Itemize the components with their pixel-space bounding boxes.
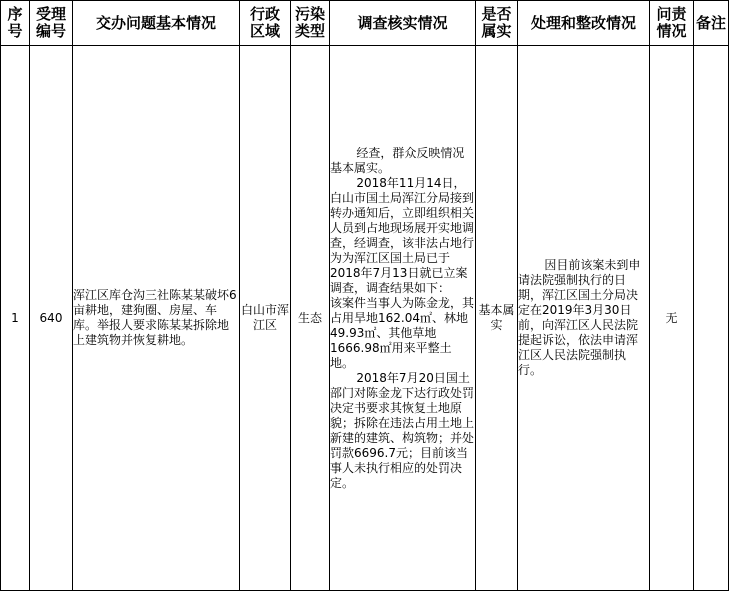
cell-problem: 浑江区库仓沟三社陈某某破坏6亩耕地，建狗圈、房屋、车库。举报人要求陈某某拆除地上建筑物并恢复耕地。 bbox=[73, 46, 240, 591]
table-row bbox=[1, 46, 729, 591]
header-is-true: 是否 属实 bbox=[476, 1, 518, 46]
cell-accountability: 无 bbox=[650, 46, 694, 591]
cell-is-true: 基本属实 bbox=[476, 46, 518, 591]
investigation-para-3: 该案件当事人为陈金龙，其占用旱地162.04㎡、林地49.93㎡、其他草地1666.98㎡用来平整土地。 bbox=[330, 295, 475, 370]
header-investigation: 调查核实情况 bbox=[330, 1, 476, 46]
cell-region: 白山市浑江区 bbox=[240, 46, 291, 591]
header-problem: 交办问题基本情况 bbox=[73, 1, 240, 46]
header-accountability: 问责 情况 bbox=[650, 1, 694, 46]
investigation-para-4: 2018年7月20日国土部门对陈金龙下达行政处罚决定书要求其恢复土地原貌；拆除在违法占用土地上新建的建筑、构筑物；并处罚款6696.7元；目前该当事人未执行相应的处罚决定。 bbox=[330, 370, 475, 490]
header-seq: 序 号 bbox=[1, 1, 30, 46]
investigation-para-1: 经查，群众反映情况基本属实。 bbox=[330, 145, 465, 175]
cell-remarks bbox=[694, 46, 729, 591]
header-remarks: 备注 bbox=[694, 1, 729, 46]
header-pollution: 污染 类型 bbox=[291, 1, 330, 46]
cell-pollution: 生态 bbox=[291, 46, 330, 591]
cell-seq: 1 bbox=[1, 46, 30, 591]
handling-text: 因目前该案未到申请法院强制执行的日期，浑江区国土分局决定在2019年3月30日前，向浑江区人民法院提起诉讼，依法申请浑江区人民法院强制执行。 bbox=[518, 258, 641, 377]
cell-investigation bbox=[330, 46, 476, 591]
header-handling: 处理和整改情况 bbox=[518, 1, 650, 46]
header-accept-no: 受理 编号 bbox=[30, 1, 73, 46]
header-region: 行政 区域 bbox=[240, 1, 291, 46]
investigation-para-2: 2018年11月14日，白山市国土局浑江分局接到转办通知后，立即组织相关人员到占地现场展开实地调查，经调查，该非法占地行为为浑江区国土局已于2018年7月13日就已立案调查，调查结果如下： bbox=[330, 175, 475, 295]
header-row bbox=[1, 1, 729, 46]
cell-handling bbox=[518, 46, 650, 591]
cell-accept-no: 640 bbox=[30, 46, 73, 591]
